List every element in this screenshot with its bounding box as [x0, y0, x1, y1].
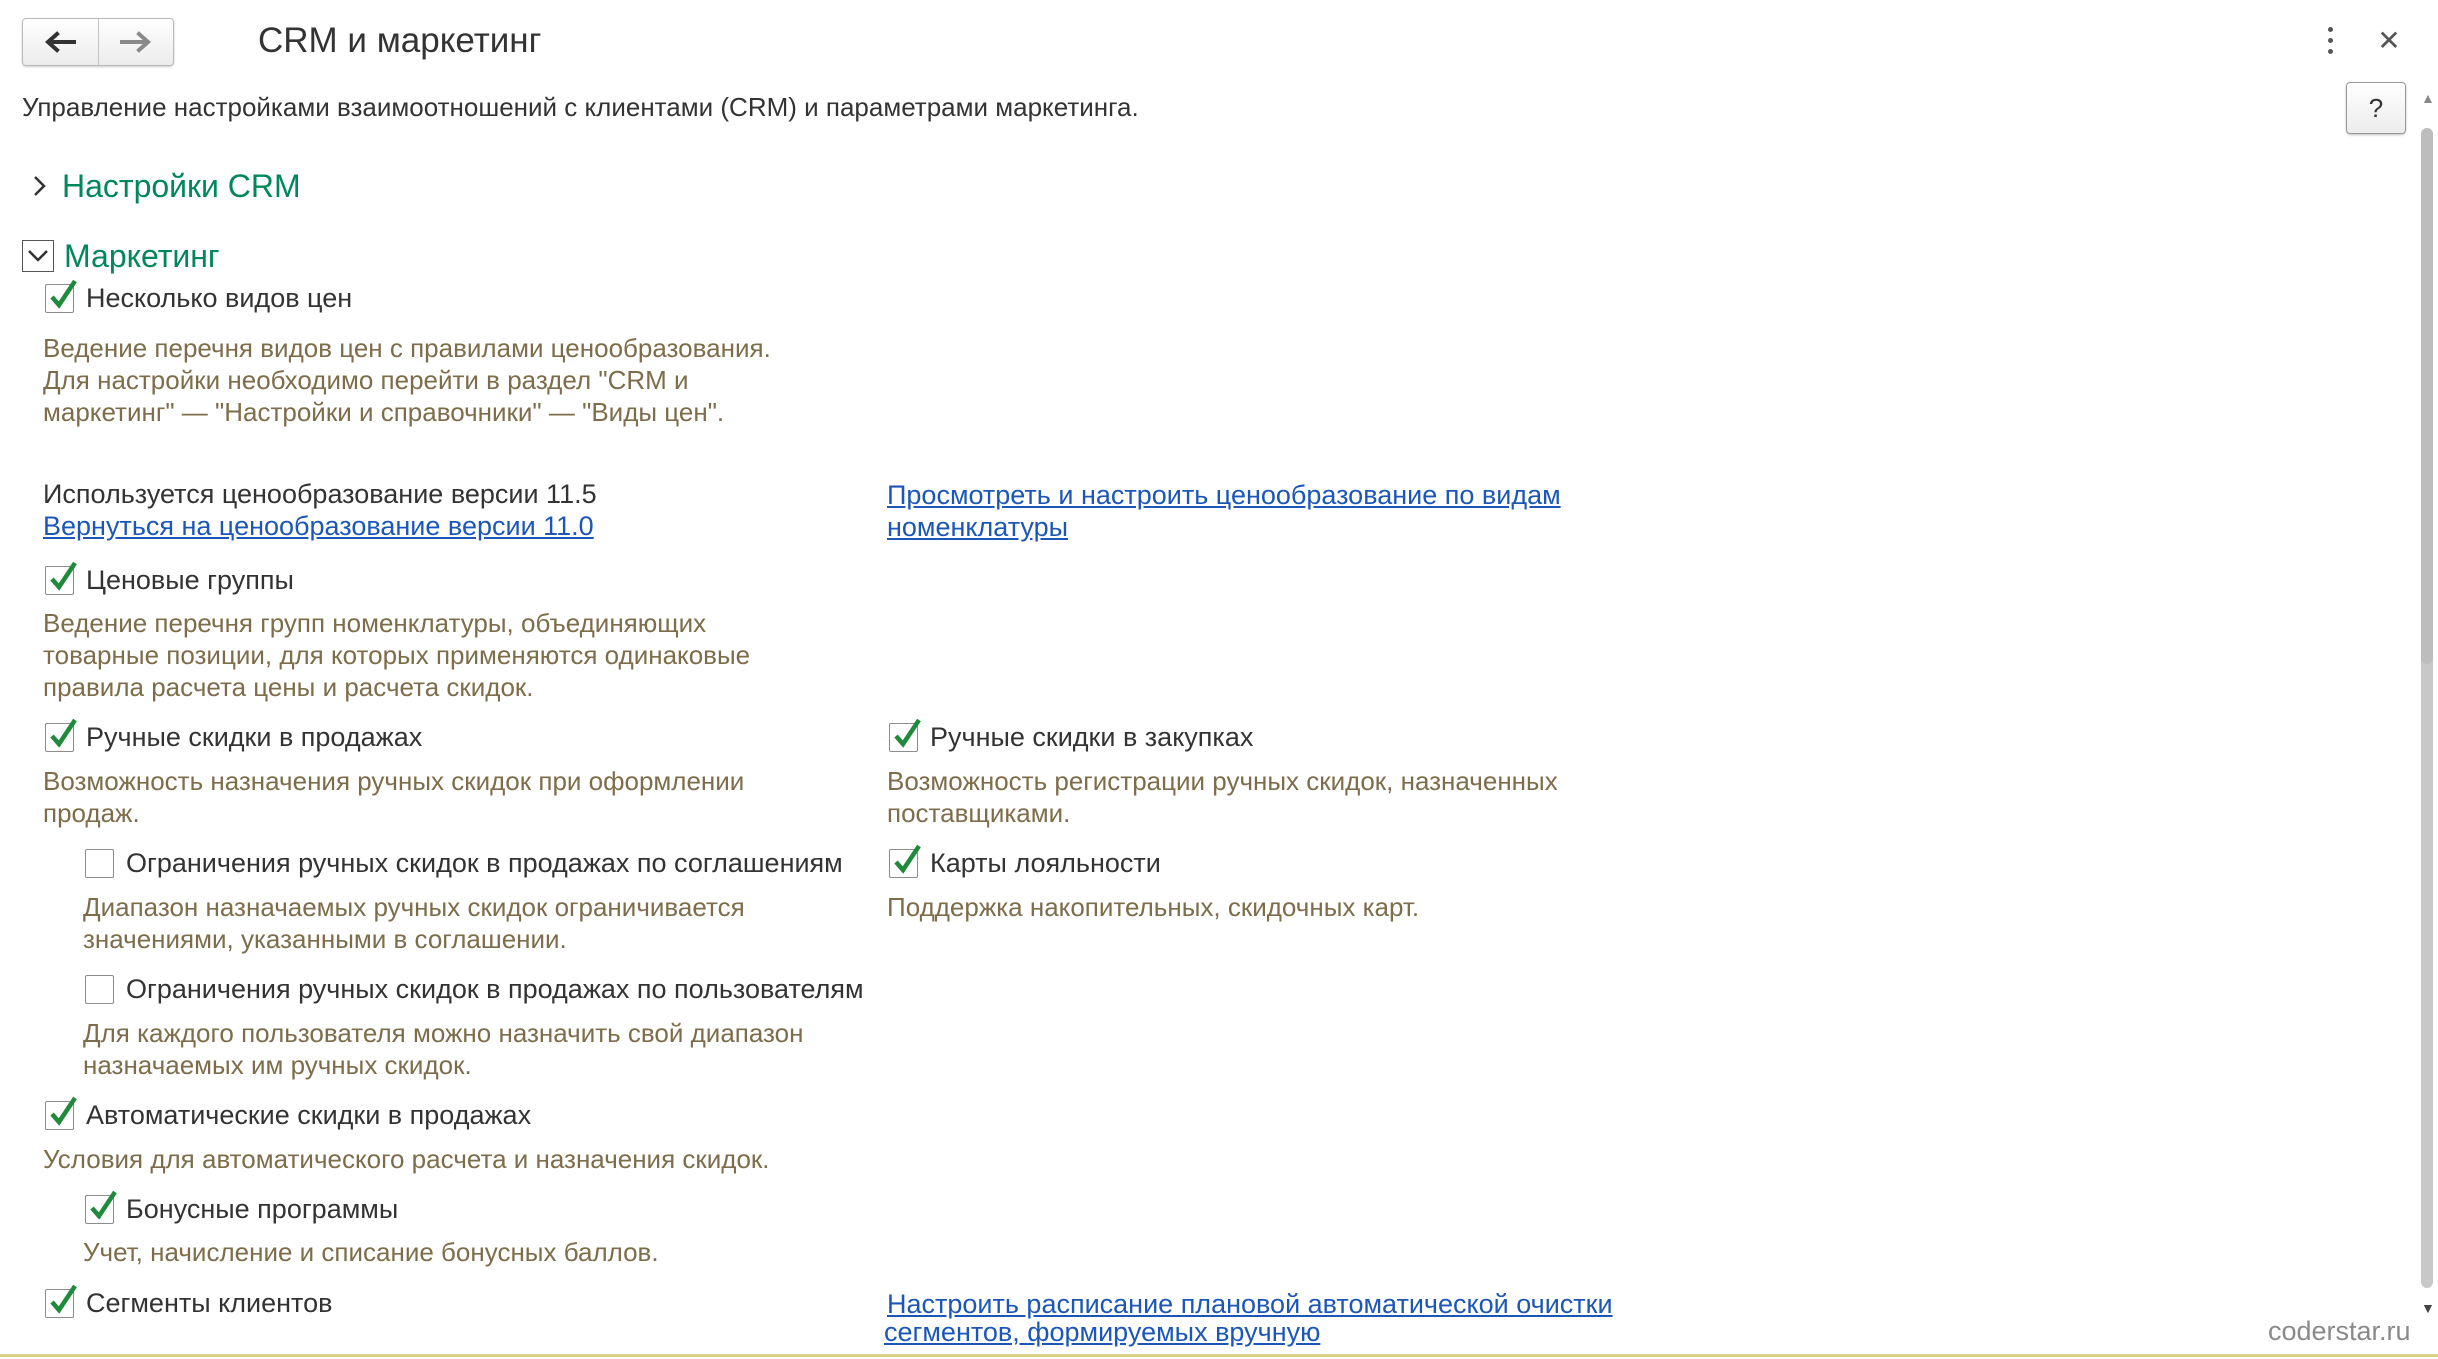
checkbox[interactable] [45, 723, 74, 752]
loyalty-cards-description: Поддержка накопительных, скидочных карт. [887, 892, 1420, 922]
checkbox-label: Несколько видов цен [86, 283, 353, 313]
section-title: Маркетинг [64, 238, 220, 274]
scrollbar-thumb[interactable] [2421, 128, 2433, 664]
checkbox-limit-by-agreements[interactable] [85, 846, 843, 880]
checkmark-icon [47, 716, 79, 750]
checkmark-icon [47, 1094, 79, 1128]
checkbox-label: Ручные скидки в продажах [86, 722, 423, 752]
checkbox[interactable] [45, 566, 74, 595]
limit-by-agreements-description: Диапазон назначаемых ручных скидок ограничивается значениями, указанными в соглашении. [83, 892, 745, 954]
page-title: CRM и маркетинг [258, 21, 542, 60]
checkbox-bonus-programs[interactable] [85, 1192, 398, 1226]
chevron-right-icon [28, 166, 52, 206]
manual-purchases-description: Возможность регистрации ручных скидок, назначенных поставщиками. [887, 766, 1558, 828]
multi-price-description: Ведение перечня видов цен с правилами ценообразования. Для настройки необходимо перейти в раздел "CRM и маркетинг" — "Настройки и справочники" — "Виды цен". [43, 333, 771, 427]
checkbox-label: Карты лояльности [930, 848, 1161, 878]
checkmark-icon [47, 559, 79, 593]
checkbox-label: Ручные скидки в закупках [930, 722, 1254, 752]
checkbox[interactable] [85, 1195, 114, 1224]
checkmark-icon [47, 277, 79, 311]
checkbox-multi-price[interactable] [45, 281, 352, 315]
back-button[interactable] [23, 19, 98, 65]
arrow-right-icon [120, 31, 152, 53]
revert-pricing-link[interactable]: Вернуться на ценообразование версии 11.0 [43, 511, 594, 541]
checkbox[interactable] [889, 723, 918, 752]
checkbox[interactable] [45, 1289, 74, 1318]
checkbox-auto-discounts[interactable] [45, 1098, 531, 1132]
navigation-buttons [22, 18, 174, 66]
arrow-left-icon [44, 31, 76, 53]
page-subtitle: Управление настройками взаимоотношений с клиентами (CRM) и параметрами маркетинга. [22, 92, 1139, 122]
checkbox-label: Ценовые группы [86, 565, 294, 595]
section-title: Настройки CRM [62, 168, 301, 204]
limit-by-users-description: Для каждого пользователя можно назначить свой диапазон назначаемых им ручных скидок. [83, 1018, 804, 1080]
manual-sales-description: Возможность назначения ручных скидок при оформлении продаж. [43, 766, 745, 828]
forward-button[interactable] [98, 19, 174, 65]
close-icon[interactable]: ✕ [2377, 24, 2401, 56]
checkbox-label: Ограничения ручных скидок в продажах по соглашениям [126, 848, 843, 878]
scroll-up-icon[interactable]: ▲ [2421, 90, 2435, 106]
checkbox-client-segments[interactable] [45, 1286, 332, 1320]
checkmark-icon [891, 716, 923, 750]
bottom-border [0, 1354, 2438, 1357]
pricing-version-block [43, 478, 597, 542]
scroll-down-icon[interactable]: ▼ [2421, 1300, 2435, 1316]
price-groups-description: Ведение перечня групп номенклатуры, объединяющих товарные позиции, для которых применяются одинаковые правила расчета цены и расчета скидок. [43, 608, 751, 702]
chevron-down-icon [22, 240, 54, 272]
checkbox[interactable] [45, 1101, 74, 1130]
watermark: coderstar.ru [2268, 1316, 2411, 1346]
section-crm-settings[interactable] [28, 166, 301, 206]
checkbox-label: Ограничения ручных скидок в продажах по пользователям [126, 974, 864, 1004]
checkbox-label: Бонусные программы [126, 1194, 399, 1224]
checkbox-manual-discounts-sales[interactable] [45, 720, 422, 754]
segment-schedule-link[interactable]: Настроить расписание плановой автоматической очистки [887, 1289, 1613, 1319]
checkbox[interactable] [889, 849, 918, 878]
checkmark-icon [87, 1188, 119, 1222]
checkbox-loyalty-cards[interactable] [889, 846, 1161, 880]
checkbox-manual-discounts-purchases[interactable] [889, 720, 1253, 754]
help-button[interactable]: ? [2346, 82, 2406, 134]
checkbox[interactable] [85, 849, 114, 878]
checkbox-label: Сегменты клиентов [86, 1288, 333, 1318]
checkmark-icon [47, 1282, 79, 1316]
auto-discounts-description: Условия для автоматического расчета и назначения скидок. [43, 1144, 770, 1174]
checkbox-price-groups[interactable] [45, 563, 294, 597]
checkbox[interactable] [45, 284, 74, 313]
pricing-version-text: Используется ценообразование версии 11.5 [43, 479, 597, 509]
segment-schedule-link-cutoff[interactable]: сегментов, формируемых вручную [884, 1317, 1321, 1347]
checkbox-label: Автоматические скидки в продажах [86, 1100, 532, 1130]
section-marketing[interactable] [22, 236, 220, 276]
checkbox-limit-by-users[interactable] [85, 972, 864, 1006]
view-pricing-link[interactable]: Просмотреть и настроить ценообразование по видам номенклатуры [887, 480, 1561, 542]
checkmark-icon [891, 842, 923, 876]
checkbox[interactable] [85, 975, 114, 1004]
bonus-programs-description: Учет, начисление и списание бонусных баллов. [83, 1237, 659, 1267]
kebab-menu-icon[interactable] [2318, 18, 2342, 62]
